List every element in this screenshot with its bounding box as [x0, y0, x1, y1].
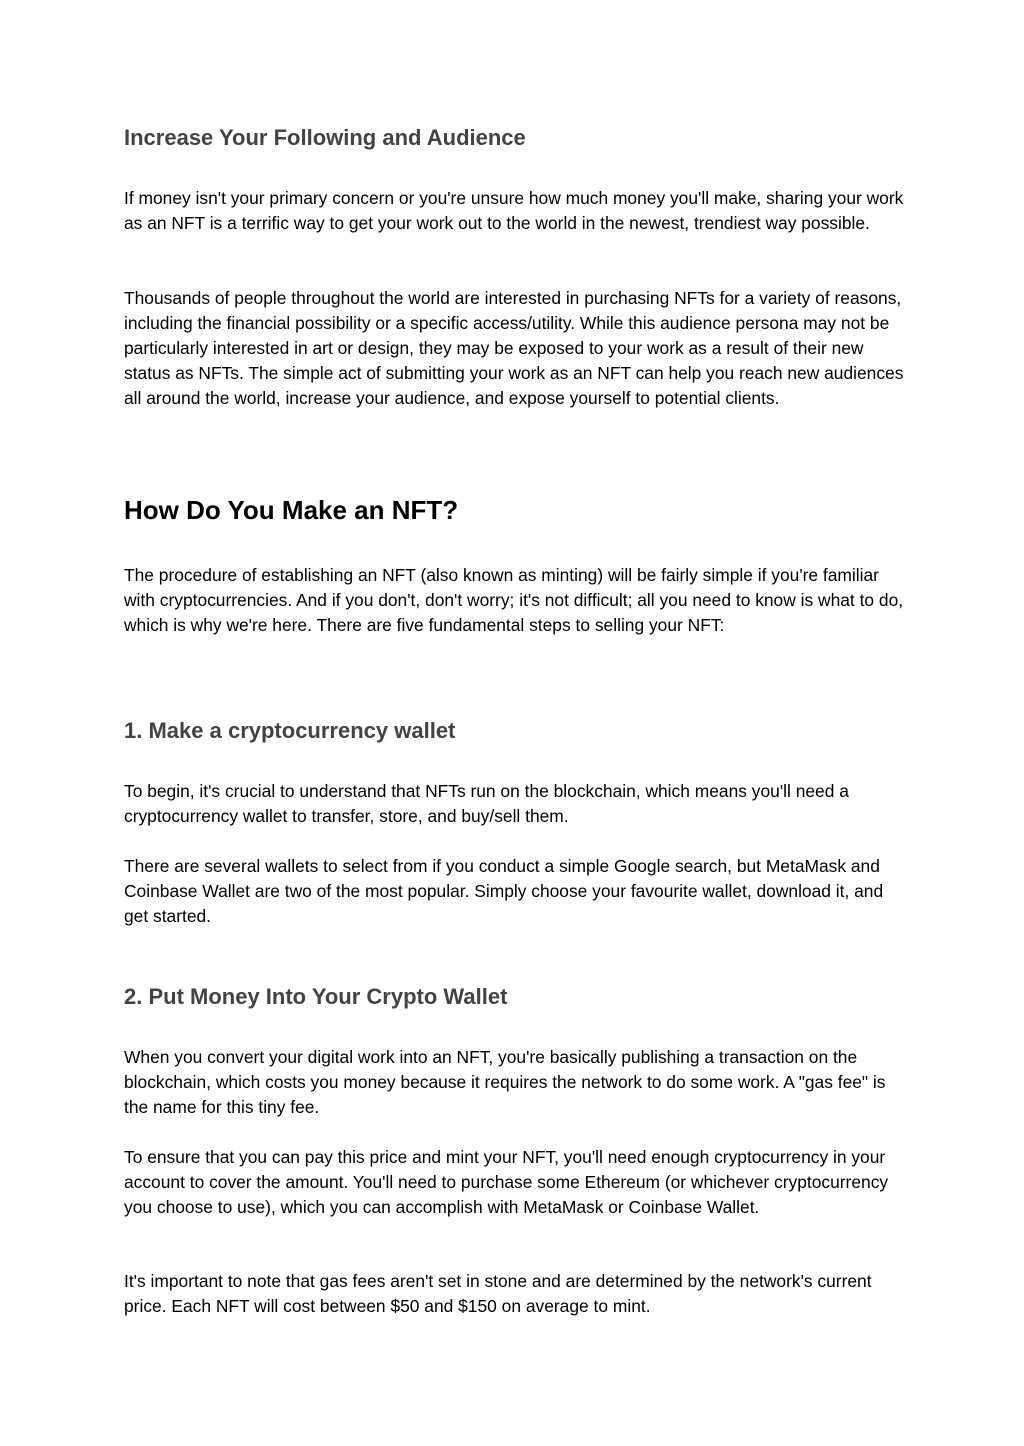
section-heading-following: Increase Your Following and Audience	[124, 125, 526, 150]
paragraph-step2-3: It's important to note that gas fees aren't set in stone and are determined by the network's current price. Each NFT will cost between $50 and $150 on average to mint.	[124, 1271, 872, 1316]
paragraph-step2-1: When you convert your digital work into an NFT, you're basically publishing a transaction on the blockchain, which costs you money because it requires the network to do some work. A "gas fee" is the name for this tiny fee.	[124, 1047, 886, 1117]
section-heading-make-nft: How Do You Make an NFT?	[124, 495, 459, 525]
paragraph-step2-2: To ensure that you can pay this price and mint your NFT, you'll need enough cryptocurrency in your account to cover the amount. You'll need to purchase some Ethereum (or whichever cryptocurrency you choose to use), which you can accomplish with MetaMask or Coinbase Wallet.	[124, 1147, 889, 1217]
section-heading-step1: 1. Make a cryptocurrency wallet	[124, 718, 456, 743]
section-heading-step2: 2. Put Money Into Your Crypto Wallet	[124, 984, 508, 1009]
paragraph-following-1: If money isn't your primary concern or you're unsure how much money you'll make, sharing your work as an NFT is a terrific way to get your work out to the world in the newest, trendiest way possible.	[124, 188, 904, 233]
paragraph-make-nft-1: The procedure of establishing an NFT (also known as minting) will be fairly simple if you're familiar with cryptocurrencies. And if you don't, don't worry; it's not difficult; all you need to know is what to do, which is why we're here. There are five fundamental steps to selling your NFT:	[124, 565, 904, 635]
paragraph-step1-1: To begin, it's crucial to understand that NFTs run on the blockchain, which means you'll need a cryptocurrency wallet to transfer, store, and buy/sell them.	[124, 781, 849, 826]
paragraph-following-2: Thousands of people throughout the world are interested in purchasing NFTs for a variety of reasons, including the financial possibility or a specific access/utility. While this audience persona may not be particularly interested in art or design, they may be exposed to your work as a result of their new status as NFTs. The simple act of submitting your work as an NFT can help you reach new audiences all around the world, increase your audience, and expose yourself to potential clients.	[124, 288, 904, 408]
paragraph-step1-2: There are several wallets to select from if you conduct a simple Google search, but MetaMask and Coinbase Wallet are two of the most popular. Simply choose your favourite wallet, download it, and get started.	[124, 856, 884, 926]
